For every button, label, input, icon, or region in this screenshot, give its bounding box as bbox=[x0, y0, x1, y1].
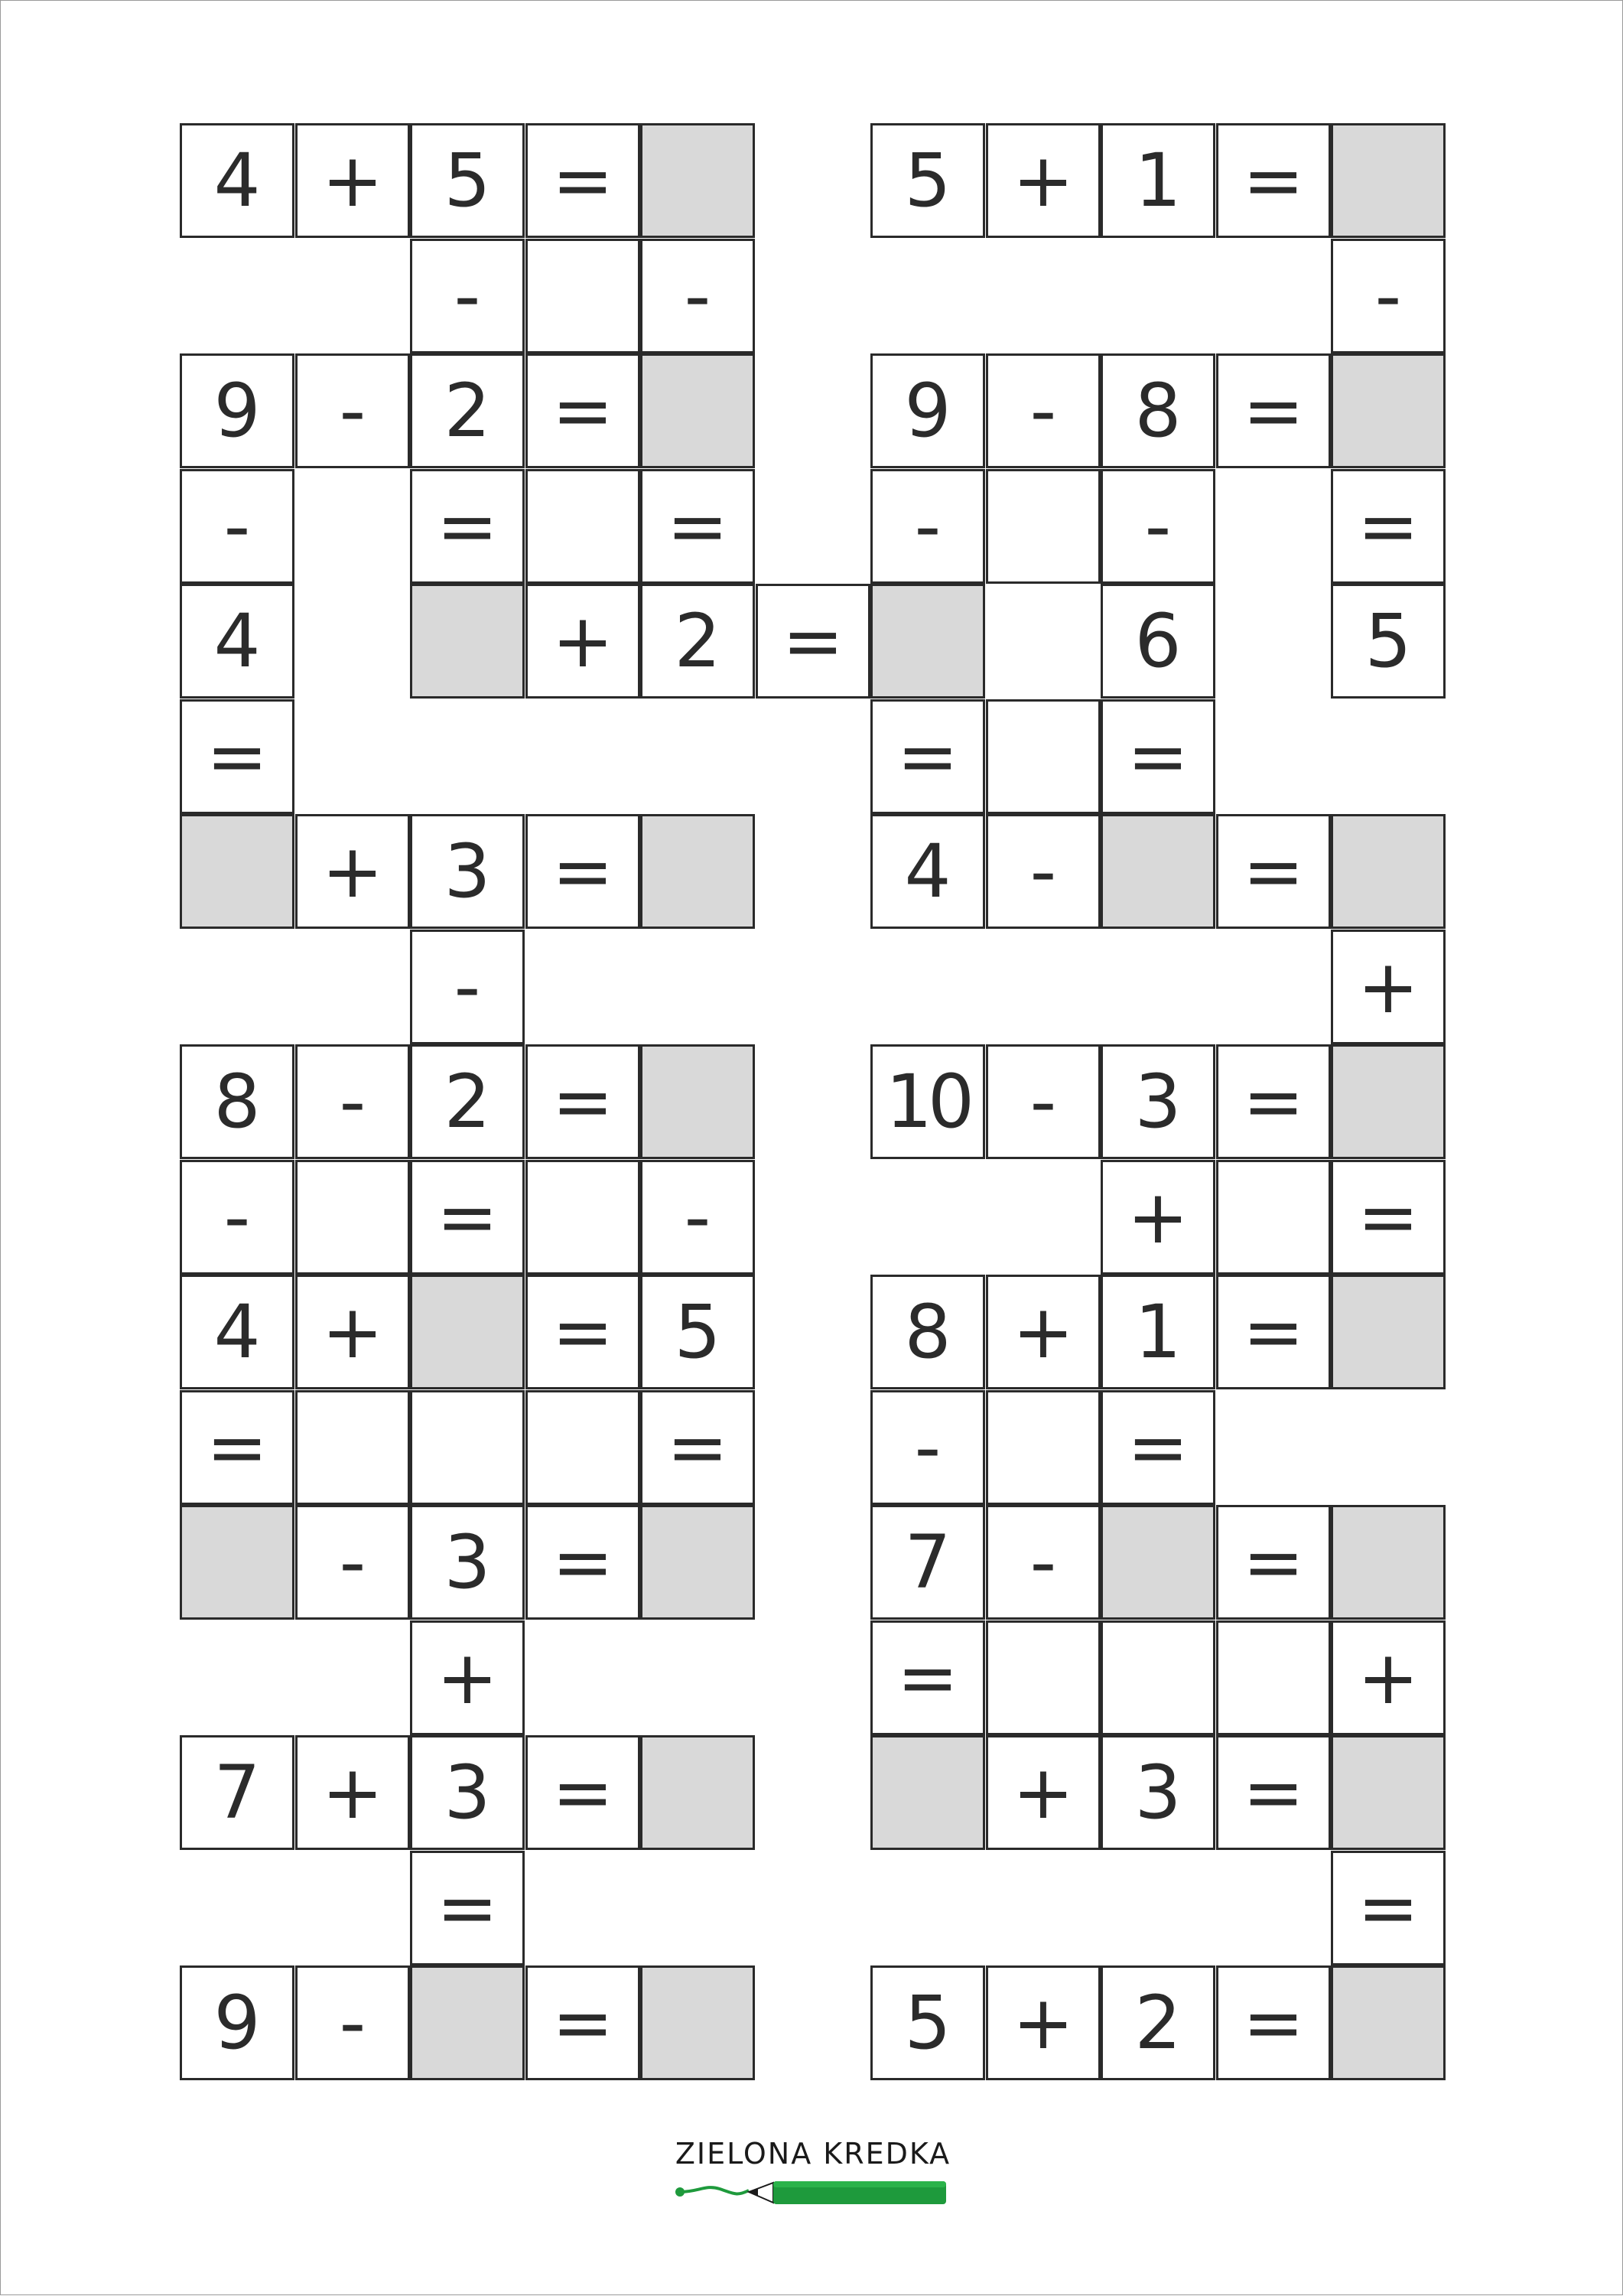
number-cell: 1 bbox=[1101, 123, 1215, 238]
number-cell: 3 bbox=[410, 1505, 525, 1620]
operator-cell: + bbox=[986, 1735, 1101, 1850]
empty-cell bbox=[1101, 1620, 1215, 1735]
operator-cell: - bbox=[986, 353, 1101, 468]
number-cell: 5 bbox=[1331, 584, 1446, 699]
operator-cell: - bbox=[295, 353, 410, 468]
operator-cell: - bbox=[870, 469, 985, 584]
empty-cell bbox=[295, 1390, 410, 1505]
operator-cell: = bbox=[1216, 353, 1331, 468]
number-cell: 6 bbox=[1101, 584, 1215, 699]
answer-cell[interactable] bbox=[640, 123, 755, 238]
number-cell: 1 bbox=[1101, 1275, 1215, 1389]
operator-cell: = bbox=[870, 699, 985, 814]
empty-cell bbox=[295, 1160, 410, 1275]
cross-math-puzzle bbox=[1, 1, 1623, 2296]
number-cell: 2 bbox=[640, 584, 755, 699]
empty-cell bbox=[525, 239, 640, 353]
operator-cell: = bbox=[180, 1390, 294, 1505]
number-cell: 5 bbox=[640, 1275, 755, 1389]
operator-cell: - bbox=[295, 1965, 410, 2080]
operator-cell: = bbox=[1101, 699, 1215, 814]
number-cell: 4 bbox=[870, 814, 985, 929]
operator-cell: - bbox=[870, 1390, 985, 1505]
answer-cell[interactable] bbox=[1331, 1275, 1446, 1389]
operator-cell: = bbox=[1331, 469, 1446, 584]
operator-cell: = bbox=[640, 1390, 755, 1505]
answer-cell[interactable] bbox=[1331, 1735, 1446, 1850]
answer-cell[interactable] bbox=[180, 1505, 294, 1620]
answer-cell[interactable] bbox=[1101, 814, 1215, 929]
operator-cell: = bbox=[1216, 1044, 1331, 1159]
empty-cell bbox=[986, 699, 1101, 814]
number-cell: 5 bbox=[870, 123, 985, 238]
operator-cell: + bbox=[410, 1620, 525, 1735]
operator-cell: = bbox=[525, 1505, 640, 1620]
operator-cell: = bbox=[525, 1044, 640, 1159]
operator-cell: = bbox=[1216, 814, 1331, 929]
operator-cell: = bbox=[1216, 1735, 1331, 1850]
operator-cell: - bbox=[1331, 239, 1446, 353]
answer-cell[interactable] bbox=[870, 1735, 985, 1850]
operator-cell: + bbox=[525, 584, 640, 699]
number-cell: 3 bbox=[1101, 1735, 1215, 1850]
number-cell: 9 bbox=[180, 353, 294, 468]
number-cell: 2 bbox=[1101, 1965, 1215, 2080]
operator-cell: - bbox=[410, 239, 525, 353]
number-cell: 5 bbox=[870, 1965, 985, 2080]
empty-cell bbox=[525, 1160, 640, 1275]
green-crayon-icon bbox=[675, 2178, 951, 2209]
answer-cell[interactable] bbox=[640, 353, 755, 468]
answer-cell[interactable] bbox=[1331, 1965, 1446, 2080]
answer-cell[interactable] bbox=[640, 814, 755, 929]
answer-cell[interactable] bbox=[1331, 123, 1446, 238]
operator-cell: = bbox=[410, 1851, 525, 1965]
empty-cell bbox=[986, 469, 1101, 584]
operator-cell: = bbox=[870, 1620, 985, 1735]
operator-cell: - bbox=[295, 1505, 410, 1620]
number-cell: 4 bbox=[180, 123, 294, 238]
empty-cell bbox=[986, 1620, 1101, 1735]
number-cell: 9 bbox=[870, 353, 985, 468]
operator-cell: = bbox=[1101, 1390, 1215, 1505]
number-cell: 8 bbox=[870, 1275, 985, 1389]
operator-cell: + bbox=[295, 1735, 410, 1850]
operator-cell: + bbox=[1101, 1160, 1215, 1275]
empty-cell bbox=[525, 1390, 640, 1505]
operator-cell: - bbox=[410, 930, 525, 1044]
number-cell: 8 bbox=[180, 1044, 294, 1159]
answer-cell[interactable] bbox=[640, 1505, 755, 1620]
answer-cell[interactable] bbox=[1101, 1505, 1215, 1620]
empty-cell bbox=[1216, 1620, 1331, 1735]
operator-cell: - bbox=[640, 239, 755, 353]
answer-cell[interactable] bbox=[870, 584, 985, 699]
operator-cell: = bbox=[410, 1160, 525, 1275]
answer-cell[interactable] bbox=[1331, 1044, 1446, 1159]
empty-cell bbox=[525, 469, 640, 584]
answer-cell[interactable] bbox=[640, 1965, 755, 2080]
number-cell: 2 bbox=[410, 353, 525, 468]
operator-cell: + bbox=[1331, 930, 1446, 1044]
answer-cell[interactable] bbox=[1331, 814, 1446, 929]
brand-name: ZIELONA KREDKA bbox=[675, 2137, 951, 2171]
number-cell: 7 bbox=[870, 1505, 985, 1620]
number-cell: 8 bbox=[1101, 353, 1215, 468]
operator-cell: = bbox=[1216, 123, 1331, 238]
operator-cell: + bbox=[295, 1275, 410, 1389]
operator-cell: = bbox=[1216, 1505, 1331, 1620]
operator-cell: = bbox=[525, 1275, 640, 1389]
operator-cell: = bbox=[1216, 1275, 1331, 1389]
answer-cell[interactable] bbox=[1331, 1505, 1446, 1620]
number-cell: 5 bbox=[410, 123, 525, 238]
number-cell: 2 bbox=[410, 1044, 525, 1159]
operator-cell: - bbox=[180, 469, 294, 584]
number-cell: 3 bbox=[410, 1735, 525, 1850]
operator-cell: = bbox=[410, 469, 525, 584]
number-cell: 4 bbox=[180, 1275, 294, 1389]
number-cell: 9 bbox=[180, 1965, 294, 2080]
operator-cell: = bbox=[756, 584, 870, 699]
operator-cell: = bbox=[1331, 1160, 1446, 1275]
number-cell: 3 bbox=[1101, 1044, 1215, 1159]
operator-cell: + bbox=[295, 814, 410, 929]
number-cell: 7 bbox=[180, 1735, 294, 1850]
operator-cell: = bbox=[1331, 1851, 1446, 1965]
empty-cell bbox=[1216, 1160, 1331, 1275]
operator-cell: - bbox=[295, 1044, 410, 1159]
operator-cell: = bbox=[1216, 1965, 1331, 2080]
answer-cell[interactable] bbox=[1331, 353, 1446, 468]
operator-cell: + bbox=[295, 123, 410, 238]
operator-cell: + bbox=[1331, 1620, 1446, 1735]
brand-logo bbox=[660, 2134, 966, 2210]
operator-cell: = bbox=[640, 469, 755, 584]
operator-cell: + bbox=[986, 1275, 1101, 1389]
operator-cell: = bbox=[525, 1965, 640, 2080]
operator-cell: + bbox=[986, 123, 1101, 238]
operator-cell: - bbox=[180, 1160, 294, 1275]
number-cell: 10 bbox=[870, 1044, 985, 1159]
answer-cell[interactable] bbox=[180, 814, 294, 929]
operator-cell: = bbox=[525, 1735, 640, 1850]
answer-cell[interactable] bbox=[640, 1735, 755, 1850]
operator-cell: - bbox=[640, 1160, 755, 1275]
answer-cell[interactable] bbox=[410, 584, 525, 699]
operator-cell: - bbox=[986, 1505, 1101, 1620]
answer-cell[interactable] bbox=[410, 1275, 525, 1389]
operator-cell: = bbox=[525, 353, 640, 468]
empty-cell bbox=[410, 1390, 525, 1505]
operator-cell: = bbox=[525, 814, 640, 929]
number-cell: 3 bbox=[410, 814, 525, 929]
empty-cell bbox=[986, 1390, 1101, 1505]
number-cell: 4 bbox=[180, 584, 294, 699]
operator-cell: - bbox=[986, 814, 1101, 929]
answer-cell[interactable] bbox=[410, 1965, 525, 2080]
operator-cell: = bbox=[180, 699, 294, 814]
operator-cell: - bbox=[986, 1044, 1101, 1159]
operator-cell: = bbox=[525, 123, 640, 238]
operator-cell: - bbox=[1101, 469, 1215, 584]
answer-cell[interactable] bbox=[640, 1044, 755, 1159]
operator-cell: + bbox=[986, 1965, 1101, 2080]
